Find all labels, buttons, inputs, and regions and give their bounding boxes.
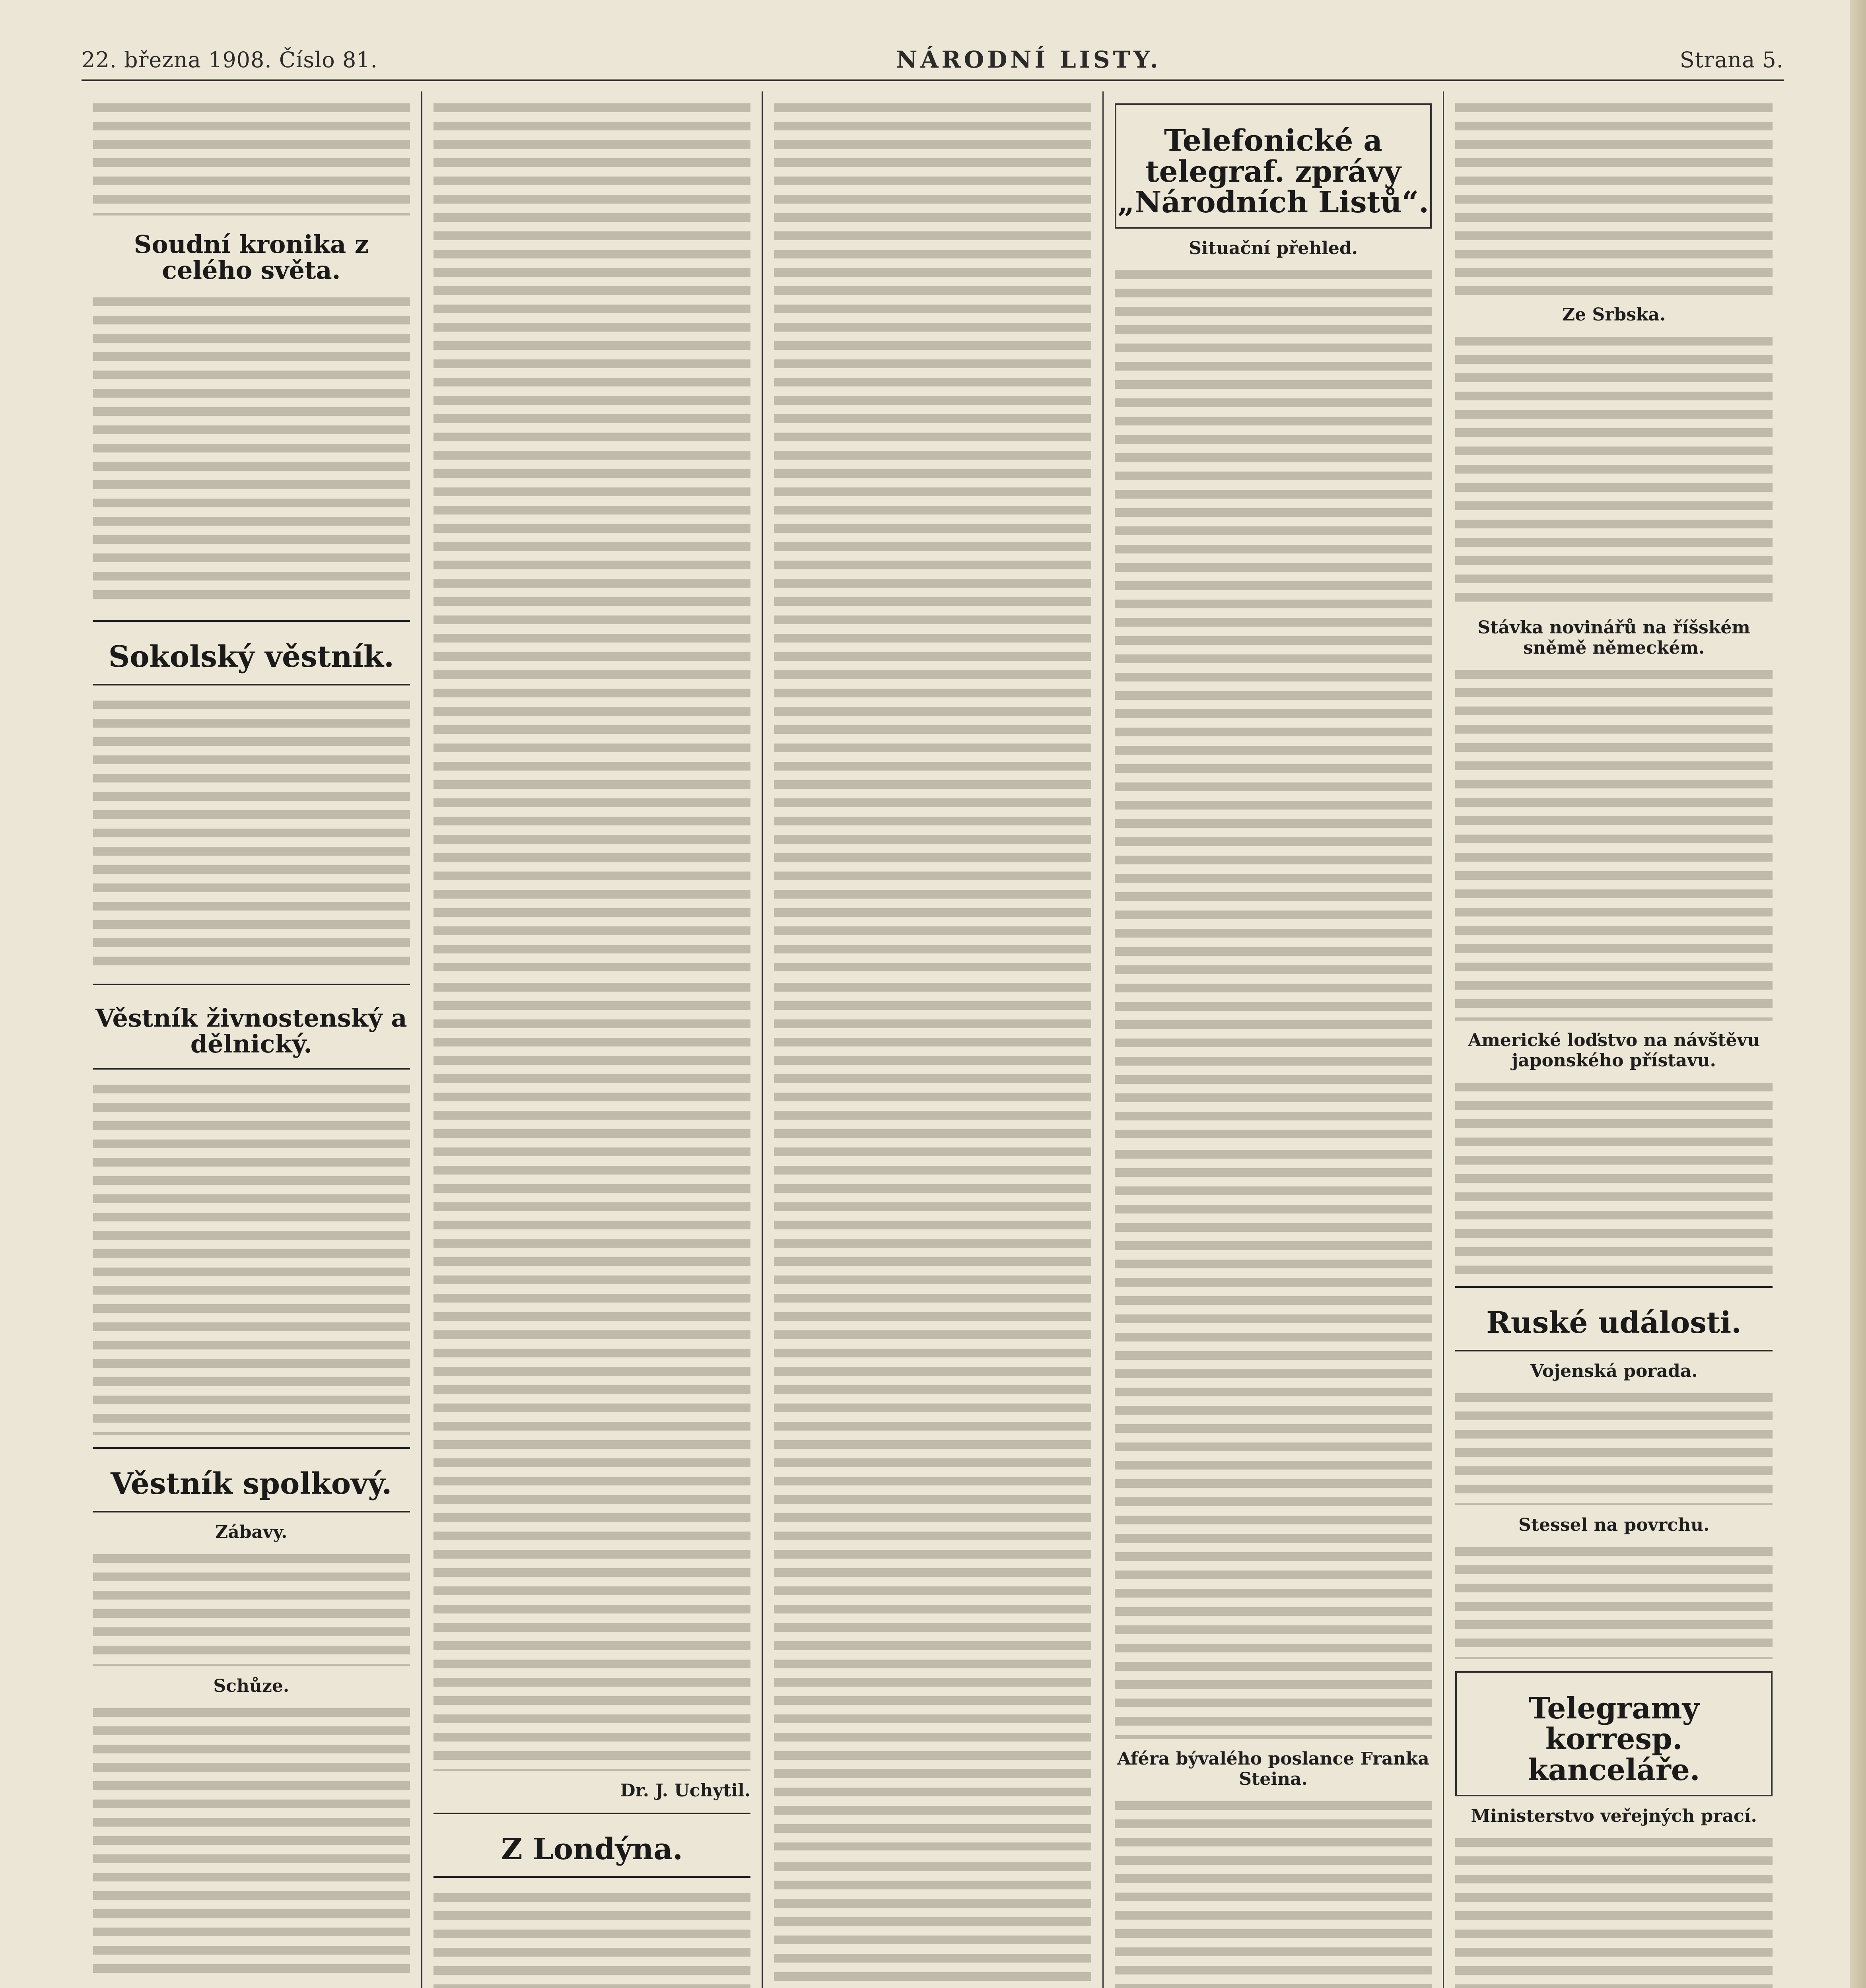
signature: Dr. J. Uchytil. <box>620 1780 751 1801</box>
subheading: Vojenská porada. <box>1530 1361 1698 1381</box>
column-3 <box>762 91 1102 1988</box>
page-header <box>82 44 1784 76</box>
text-block <box>1455 663 1773 1021</box>
text-block <box>1455 1076 1773 1274</box>
heading-bar <box>433 1813 751 1878</box>
text-block <box>93 1701 410 1979</box>
subheading: Situační přehled. <box>1189 238 1358 259</box>
text-block <box>433 976 751 1771</box>
text-block <box>93 1547 410 1666</box>
text-block <box>774 976 1091 1850</box>
heading-bar <box>93 1447 410 1512</box>
text-block <box>1115 263 1432 1138</box>
issue-date: 22. března 1908. Číslo 81. <box>82 47 378 72</box>
text-block <box>433 1886 751 1988</box>
text-block <box>1455 330 1773 608</box>
header-rule <box>82 79 1784 81</box>
column-1 <box>82 91 421 1988</box>
subheading: Ministerstvo veřejných prací. <box>1471 1806 1757 1826</box>
text-block <box>93 290 410 608</box>
heading-bar <box>1455 1286 1773 1351</box>
section-heading: Telefonické a telegraf. zprávy „Národních Listů“. <box>1118 124 1429 220</box>
section-box <box>1455 1671 1773 1796</box>
section-heading: Věstník živnostenský a dělnický. <box>95 1003 407 1058</box>
subheading: Ze Srbska. <box>1562 305 1666 325</box>
text-block <box>1115 1794 1432 1988</box>
column-4 <box>1102 91 1443 1988</box>
section-heading: Telegramy korresp. kanceláře. <box>1528 1691 1700 1788</box>
text-block <box>1455 1831 1773 1988</box>
subheading: Stávka novinářů na říšském sněmě německém. <box>1477 617 1750 658</box>
text-block <box>93 693 410 972</box>
article-columns <box>82 91 1784 1988</box>
text-block <box>93 96 410 215</box>
text-block <box>1115 1143 1432 1739</box>
text-block <box>1455 1386 1773 1505</box>
section-heading: Sokolský věstník. <box>108 640 394 674</box>
subheading: Schůze. <box>213 1675 290 1696</box>
section-heading: Z Londýna. <box>501 1832 683 1866</box>
column-5 <box>1443 91 1784 1988</box>
subheading: Americké loďstvo na návštěvu japonského přístavu. <box>1468 1030 1760 1071</box>
heading-bar <box>93 620 410 685</box>
page-number: Strana 5. <box>1679 47 1784 72</box>
subheading: Aféra bývalého poslance Franka Steina. <box>1117 1749 1429 1790</box>
text-block <box>774 1855 1091 1988</box>
text-block <box>93 1077 410 1435</box>
section-heading: Věstník spolkový. <box>111 1467 392 1501</box>
section-heading: Ruské události. <box>1486 1306 1742 1340</box>
section-box <box>1115 103 1432 229</box>
masthead: NÁRODNÍ LISTY. <box>896 46 1161 73</box>
text-block <box>1455 96 1773 295</box>
column-2 <box>421 91 762 1988</box>
heading-bar <box>93 984 410 1070</box>
section-heading: Soudní kronika z celého světa. <box>134 230 369 285</box>
page-edge-shadow <box>1850 0 1866 1988</box>
text-block <box>774 96 1091 971</box>
subheading: Zábavy. <box>215 1522 288 1542</box>
text-block <box>433 96 751 971</box>
text-block <box>1455 1540 1773 1659</box>
subheading: Stessel na povrchu. <box>1518 1514 1710 1535</box>
